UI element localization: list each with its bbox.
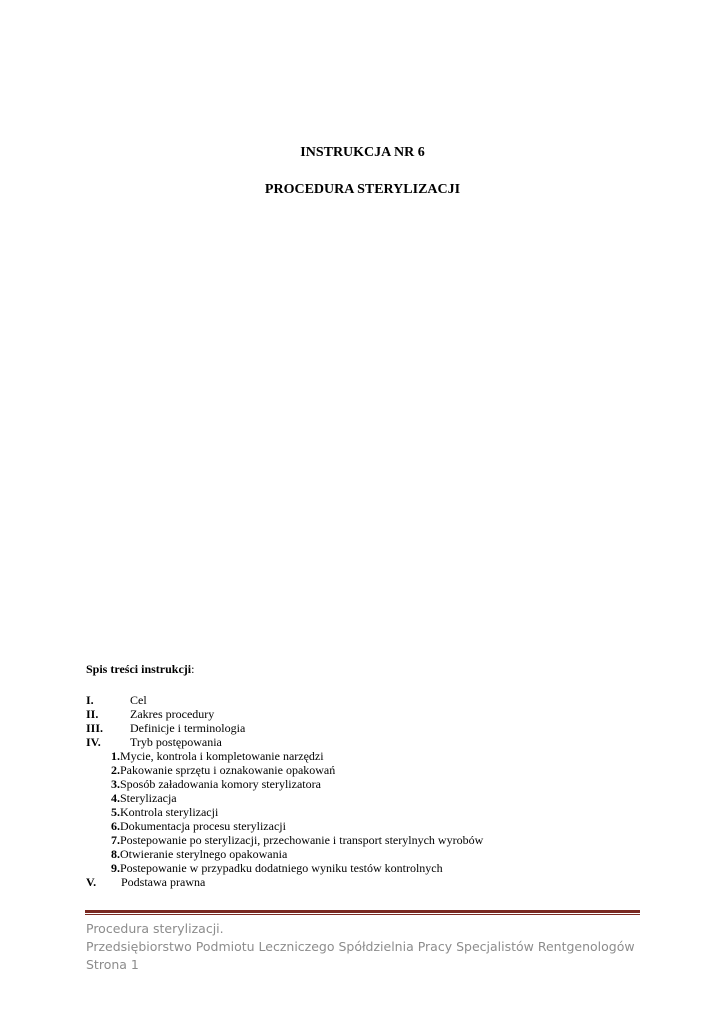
- toc-subsection-row: [86, 791, 646, 805]
- footer-divider-thin: [85, 914, 640, 915]
- toc-section-numeral: I.: [86, 693, 94, 707]
- toc-section-numeral: IV.: [86, 735, 101, 749]
- toc-section-numeral: II.: [86, 707, 99, 721]
- page-footer: [86, 920, 646, 974]
- toc-subsection-row: [86, 819, 646, 833]
- toc-subsection-number: 1.: [111, 749, 120, 763]
- toc-subsection-row: [86, 749, 646, 763]
- toc-subsection-row: [86, 847, 646, 861]
- toc-subsection-number: 5.: [111, 805, 120, 819]
- document-subtitle: PROCEDURA STERYLIZACJI: [264, 182, 461, 197]
- toc-subsection-number: 6.: [111, 819, 120, 833]
- document-title: INSTRUKCJA NR 6: [300, 145, 425, 160]
- toc-section-label: Cel: [130, 693, 147, 707]
- toc-subsection-row: [86, 861, 646, 875]
- toc-subsection-number: 7.: [111, 833, 120, 847]
- footer-page-number: Strona 1: [86, 957, 139, 972]
- toc-section-label: Tryb postępowania: [130, 735, 222, 749]
- toc-subsection-row: [86, 763, 646, 777]
- toc-section-numeral: V.: [86, 875, 97, 889]
- toc-section-label: Podstawa prawna: [121, 875, 206, 889]
- toc-subsection-row: [86, 805, 646, 819]
- toc-section-row: [86, 693, 646, 707]
- toc-subsection-number: 4.: [111, 791, 120, 805]
- toc-subsection-row: [86, 833, 646, 847]
- footer-divider: [85, 910, 640, 915]
- toc-subsection-label: Pakowanie sprzętu i oznakowanie opakowań: [120, 763, 336, 777]
- toc-subsection-label: Mycie, kontrola i kompletowanie narzędzi: [120, 749, 324, 763]
- toc-heading-suffix: :: [191, 662, 195, 676]
- toc-subsection-number: 3.: [111, 777, 120, 791]
- toc-section-row: [86, 875, 646, 889]
- toc-subsection-label: Dokumentacja procesu sterylizacji: [120, 819, 286, 833]
- toc-subsection-label: Postepowanie po sterylizacji, przechowanie i transport sterylnych wyrobów: [120, 833, 484, 847]
- toc-subsection-number: 8.: [111, 847, 120, 861]
- toc-subsection-label: Kontrola sterylizacji: [120, 805, 219, 819]
- toc-heading-text: Spis treści instrukcji: [86, 662, 192, 676]
- toc-section-numeral: III.: [86, 721, 104, 735]
- toc-subsection-label: Otwieranie sterylnego opakowania: [120, 847, 288, 861]
- toc-section-row: [86, 721, 646, 735]
- footer-organization: Przedsiębiorstwo Podmiotu Leczniczego Spółdzielnia Pracy Specjalistów Rentgenologów: [86, 939, 635, 954]
- toc-section-row: [86, 707, 646, 721]
- table-of-contents: [86, 662, 646, 889]
- toc-subsection-label: Postepowanie w przypadku dodatniego wyniku testów kontrolnych: [120, 861, 443, 875]
- toc-section-row: [86, 735, 646, 749]
- toc-subsection-number: 2.: [111, 763, 120, 777]
- toc-subsection-label: Sposób załadowania komory sterylizatora: [120, 777, 321, 791]
- toc-subsection-number: 9.: [111, 861, 120, 875]
- toc-subsection-label: Sterylizacja: [120, 791, 177, 805]
- toc-subsection-row: [86, 777, 646, 791]
- toc-section-label: Definicje i terminologia: [130, 721, 246, 735]
- toc-section-label: Zakres procedury: [130, 707, 215, 721]
- toc-heading: [86, 662, 646, 676]
- footer-procedure-name: Procedura sterylizacji.: [86, 921, 224, 936]
